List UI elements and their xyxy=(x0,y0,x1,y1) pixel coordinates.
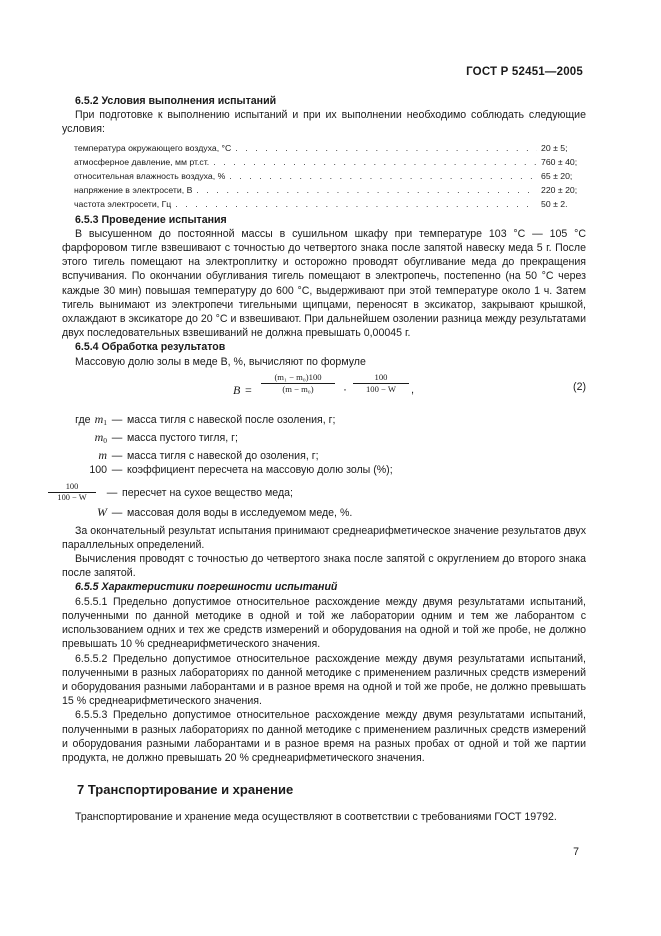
section-6-5-2-heading: 6.5.2 Условия выполнения испытаний xyxy=(75,95,277,107)
formula-fraction-1 xyxy=(261,372,335,395)
condition-value: 220 ± 20; xyxy=(541,185,578,196)
section-6-5-5-heading: 6.5.5 Характеристики погрешности испытаний xyxy=(75,581,338,594)
where-word: где xyxy=(75,413,91,426)
leader-dots xyxy=(229,169,537,183)
condition-row xyxy=(74,169,586,183)
page-content xyxy=(57,94,586,825)
definition-fraction xyxy=(48,482,96,503)
definition-text: пересчет на сухое вещество меда; xyxy=(122,486,293,499)
result-paragraph-2: Вычисления проводят с точностью до четвертого знака после запятой с округлением до второго знака после запятой. xyxy=(62,553,586,580)
fraction-numerator: (m₁ − m₀)100 xyxy=(261,372,335,384)
definition-symbol: m xyxy=(98,448,107,463)
condition-value: 65 ± 20; xyxy=(541,171,573,182)
condition-label: атмосферное давление, мм рт.ст. xyxy=(74,156,210,167)
definition-row xyxy=(62,430,586,448)
section-6-5-4-heading: 6.5.4 Обработка результатов xyxy=(75,341,226,354)
section-6-5-5-3-text: 6.5.5.3 Предельно допустимое относительное расхождение между двумя результатами испытаний, полученными в разных лабораториях по данной методике с применением различных средств измерений и оборудования разными лаборантами и в разное время на разных пробах от одной и той же партии продукта, не должно превышать 20 % среднеарифметического значения. xyxy=(62,709,586,764)
definition-dash: — xyxy=(111,413,123,426)
page-number: 7 xyxy=(573,846,579,858)
formula xyxy=(62,370,586,408)
definition-dash: — xyxy=(111,450,123,463)
leader-dots xyxy=(213,155,537,169)
definition-row xyxy=(62,448,586,463)
formula-comma: , xyxy=(411,383,415,396)
definition-symbol: 100 xyxy=(89,464,107,477)
condition-value: 50 ± 2. xyxy=(541,199,568,210)
section-7-heading: 7 Транспортирование и хранение xyxy=(77,782,294,798)
symbol-definitions xyxy=(57,411,586,521)
definition-text: коэффициент пересчета на массовую долю золы (%); xyxy=(127,464,393,477)
conditions-list xyxy=(74,141,586,212)
definition-text: массовая доля воды в исследуемом меде, %. xyxy=(127,507,353,520)
section-6-5-5-2-text: 6.5.5.2 Предельно допустимое относительное расхождение между двумя результатами испытаний, полученными в разных лабораториях по данной методике с применением различных средств измерений и оборудования разными лаборантами и в разное время на одной и той же пробе, не должно превышать 15 % среднеарифметического значения. xyxy=(62,652,586,708)
leader-dots xyxy=(196,183,537,197)
fraction-denominator: 100 − W xyxy=(57,493,87,503)
fraction-denominator: 100 − W xyxy=(366,383,396,394)
formula-equals: = xyxy=(245,382,252,397)
definition-text: масса пустого тигля, г; xyxy=(127,432,238,445)
result-paragraph-1: За окончательный результат испытания принимают среднеарифметическое значение результатов двух параллельных определений. xyxy=(62,524,586,551)
definition-symbol: где $m_1$ xyxy=(75,411,107,427)
definition-dash: — xyxy=(111,464,123,477)
definition-dash: — xyxy=(106,486,118,499)
document-code: ГОСТ Р 52451—2005 xyxy=(466,66,583,78)
definition-row xyxy=(57,482,586,503)
section-6-5-5-1-text: 6.5.5.1 Предельно допустимое относительное расхождение между двумя результатами испытаний, полученными по данной методике в одной и той же лаборатории одним и тем же лаборантом с использованием одних и тех же средств измерений и оборудования на одной и той же пробе, не должно превышать 10 % среднеарифметического значения. xyxy=(62,595,586,651)
fraction-numerator: 100 xyxy=(48,482,96,493)
fraction-numerator: 100 xyxy=(353,372,409,384)
definition-symbol: W xyxy=(97,505,107,520)
definition-text: масса тигля с навеской до озоления, г; xyxy=(127,450,319,463)
definition-row xyxy=(62,463,586,478)
section-6-5-3-heading: 6.5.3 Проведение испытания xyxy=(75,213,227,226)
formula-dot: · xyxy=(343,381,347,396)
condition-row xyxy=(74,155,586,169)
section-6-5-3-text: В высушенном до постоянной массы в сушильном шкафу при температуре 103 °C — 105 °C фарфоровом тигле взвешивают с точностью до четвертого знака после запятой навеску меда 5 г. После этого тигель помещают на электроплитку и осторожно проводят обугливание меда до прекращения вспучивания. По окончании обугливания тигель помещают в электропечь, постепенно (на 50 °C через каждые 30 мин) повышая температуру до 600 °C, выдерживают при этой температуре около 1 ч. Затем тигель вынимают из электропечи тигельными щипцами, переносят в эксикатор, закрывают крышкой, охлаждают в эксикаторе до 20 °C и взвешивают. При дальнейшем озолении разница между результатами двух последовательных взвешиваний не должна превышать 0,00045 г. xyxy=(62,227,586,340)
condition-value: 760 ± 40; xyxy=(541,156,578,167)
condition-label: температура окружающего воздуха, °C xyxy=(74,142,232,153)
condition-label: частота электросети, Гц xyxy=(74,199,172,210)
leader-dots xyxy=(235,141,537,155)
formula-lhs: B xyxy=(233,382,241,397)
formula-number: (2) xyxy=(573,380,586,393)
definition-dash: — xyxy=(111,507,123,520)
leader-dots xyxy=(175,197,537,211)
fraction-denominator: (m − m₀) xyxy=(282,383,314,394)
condition-row xyxy=(74,183,586,197)
condition-row xyxy=(74,141,586,155)
condition-label: относительная влажность воздуха, % xyxy=(74,171,226,182)
formula-intro: Массовую долю золы в меде B, %, вычисляют по формуле xyxy=(75,355,366,368)
definition-text: масса тигля с навеской после озоления, г; xyxy=(127,413,336,426)
condition-label: напряжение в электросети, В xyxy=(74,185,193,196)
formula-fraction-2 xyxy=(353,372,409,395)
section-6-5-2-intro: При подготовке к выполнению испытаний и при их выполнении необходимо соблюдать следующие условия: xyxy=(62,109,586,136)
definition-symbol: $m_0$ xyxy=(94,430,107,446)
section-7-text: Транспортирование и хранение меда осуществляют в соответствии с требованиями ГОСТ 19792. xyxy=(75,811,557,824)
condition-row xyxy=(74,197,586,211)
definition-dash: — xyxy=(111,432,123,445)
definition-row xyxy=(62,412,586,430)
condition-value: 20 ± 5; xyxy=(541,142,568,153)
definition-row xyxy=(62,505,586,520)
